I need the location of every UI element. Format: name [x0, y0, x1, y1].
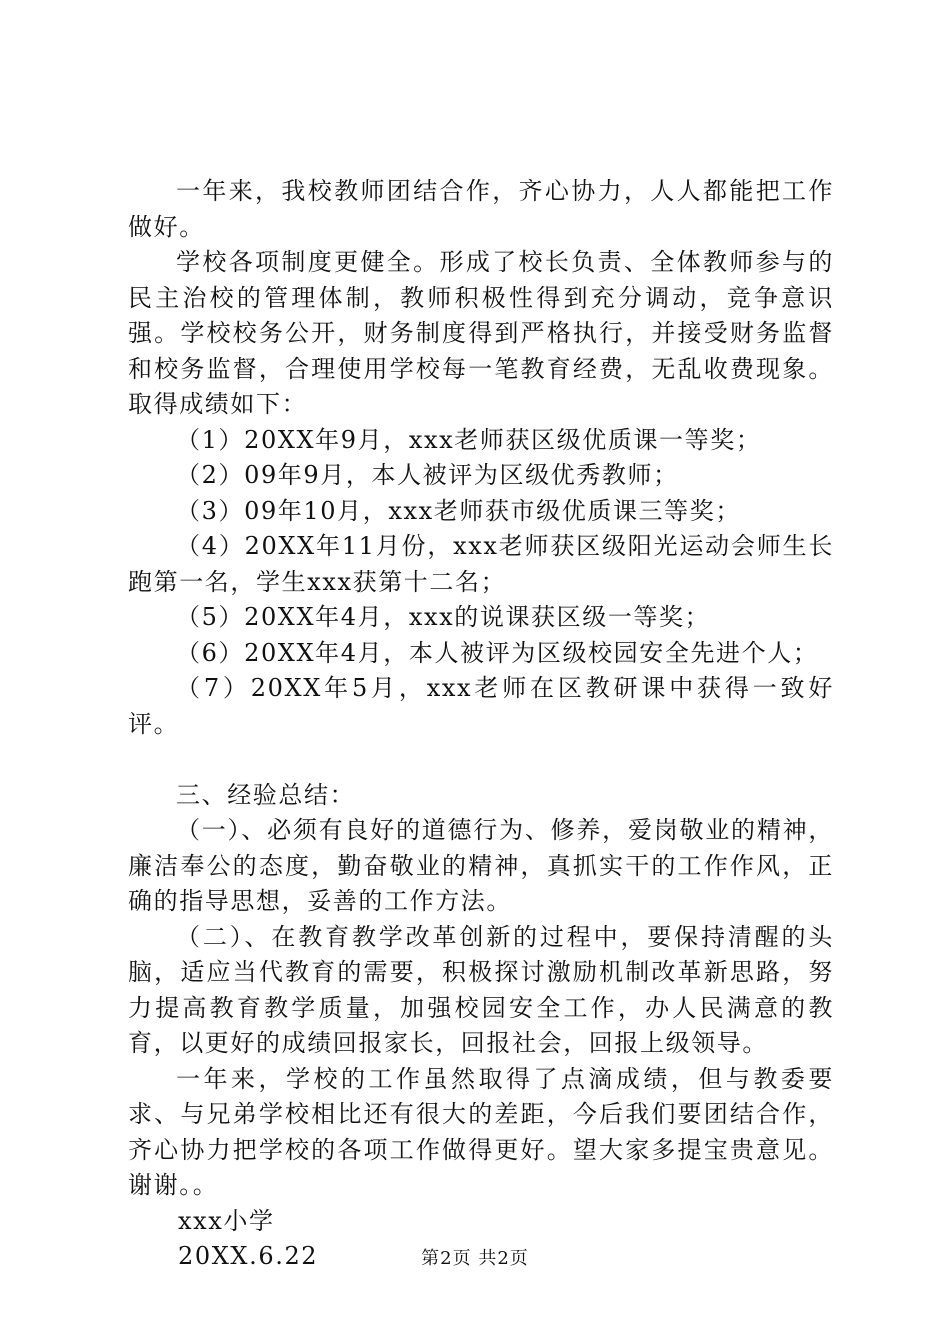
achievement-item-2: （2）09年9月，本人被评为区级优秀教师；	[176, 461, 679, 489]
signature-date: 20XX.6.22	[178, 1242, 319, 1270]
achievement-item-6: （6）20XX年4月，本人被评为区级校园安全先进个人；	[176, 638, 819, 667]
section-heading-experience: 三、经验总结：	[176, 780, 356, 809]
page-footer: 第2页 共2页	[421, 1248, 529, 1269]
paragraph-conclusion: 一年来，学校的工作虽然取得了点滴成绩，但与教委要求、与兄弟学校相比还有很大的差距，今后我们要团结合作，齐心协力把学校的各项工作做得更好。望大家多提宝贵意见。谢谢。。	[128, 1064, 834, 1199]
document-body	[128, 174, 834, 1275]
achievement-item-7: （7）20XX年5月，xxx老师在区教研课中获得一致好评。	[128, 674, 834, 738]
paragraph-management: 学校各项制度更健全。形成了校长负责、全体教师参与的民主治校的管理体制，教师积极性得到充分调动，竞争意识强。学校校务公开，财务制度得到严格执行，并接受财务监督和校务监督，合理使用学校每一笔教育经费，无乱收费现象。取得成绩如下：	[128, 248, 834, 418]
paragraph-intro: 一年来，我校教师团结合作，齐心协力，人人都能把工作做好。	[128, 177, 834, 241]
signature-school: xxx小学	[178, 1206, 275, 1235]
achievement-item-4: （4）20XX年11月份，xxx老师获区级阳光运动会师生长跑第一名，学生xxx获第十二名；	[128, 532, 834, 596]
achievement-item-1: （1）20XX年9月，xxx老师获区级优质课一等奖；	[176, 425, 762, 454]
experience-point-1: （一）、必须有良好的道德行为、修养，爱岗敬业的精神，廉洁奉公的态度，勤奋敬业的精神，真抓实干的工作作风，正确的指导思想，妥善的工作方法。	[128, 816, 834, 915]
achievement-item-3: （3）09年10月，xxx老师获市级优质课三等奖；	[176, 496, 741, 525]
achievement-item-5: （5）20XX年4月，xxx的说课获区级一等奖；	[176, 603, 711, 631]
experience-point-2: （二）、在教育教学改革创新的过程中，要保持清醒的头脑，适应当代教育的需要，积极探讨激励机制改革新思路，努力提高教育教学质量，加强校园安全工作，办人民满意的教育，以更好的成绩回报家长，回报社会，回报上级领导。	[128, 922, 834, 1057]
